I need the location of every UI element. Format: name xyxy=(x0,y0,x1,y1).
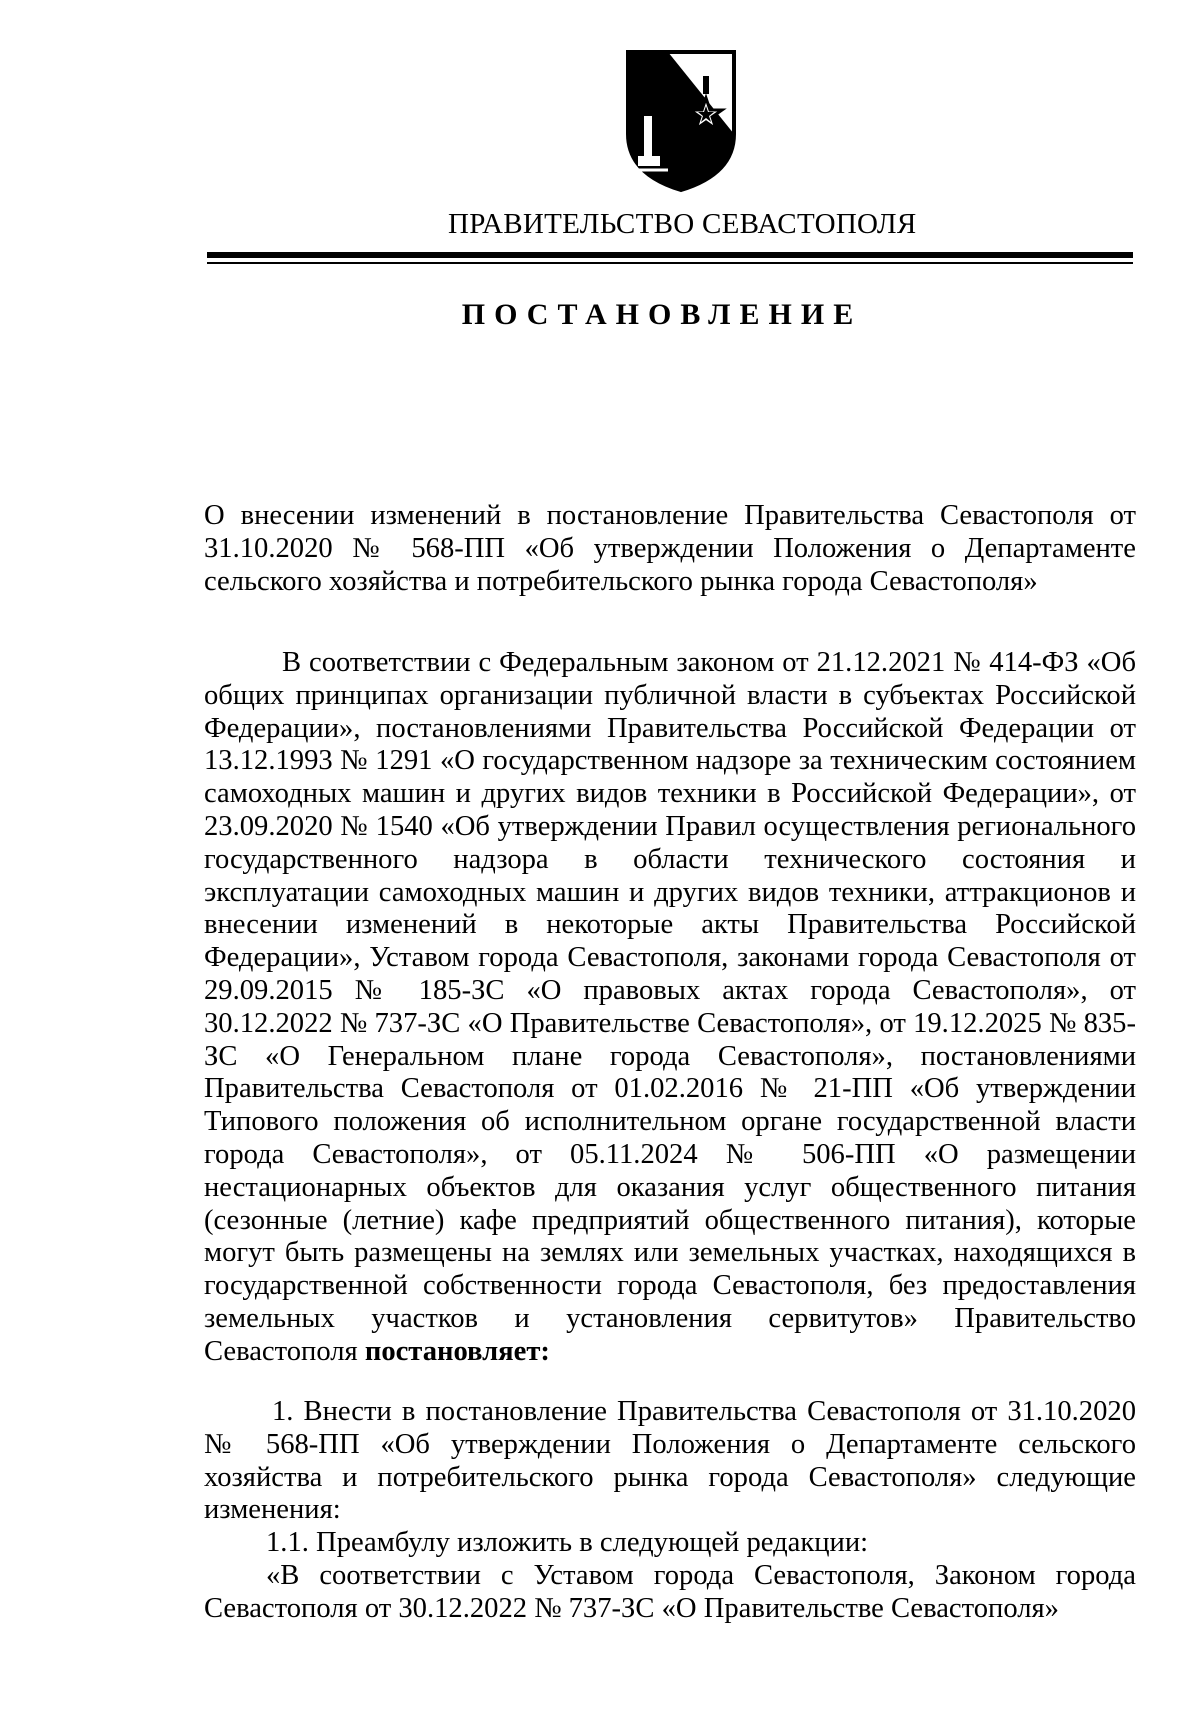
preamble-paragraph xyxy=(204,647,1136,1369)
preamble-text: В соответствии с Федеральным законом от 21.12.2021 № 414-ФЗ «Об общих принципах организации публичной власти в субъектах Российской Федерации», постановлениями Правительства Российской Федерации от 13.12.1993 № 1291 «О государственном надзоре за техническим состоянием самоходных машин и других видов техники в Российской Федерации», от 23.09.2020 № 1540 «Об утверждении Правил осуществления регионального государственного надзора в области технического состояния и эксплуатации самоходных машин и других видов техники, аттракционов и внесении изменений в некоторые акты Правительства Российской Федерации», Уставом города Севастополя, законами города Севастополя от 29.09.2015 № 185-ЗС «О правовых актах города Севастополя», от 30.12.2022 № 737-ЗС «О Правительстве Севастополя», от 19.12.2025 № 835-ЗС «О Генеральном плане города Севастополя», постановлениями Правительства Севастополя от 01.02.2016 № 21-ПП «Об утверждении Типового положения об исполнительном органе государственной власти города Севастополя», от 05.11.2024 № 506-ПП «О размещении нестационарных объектов для оказания услуг общественного питания (сезонные (летние) кафе предприятий общественного питания), которые могут быть размещены на землях или земельных участках, находящихся в государственной собственности города Севастополя, без предоставления земельных участков и установления сервитутов» Правительство Севастополя xyxy=(204,647,1136,1367)
document-type-heading: ПОСТАНОВЛЕНИЕ xyxy=(461,298,863,331)
document-title-block xyxy=(204,500,1136,598)
point-1-1: 1.1. Преамбулу изложить в следующей редакции: xyxy=(266,1527,869,1559)
document-title: О внесении изменений в постановление Правительства Севастополя от 31.10.2020 № 568-ПП «Об утверждении Положения о Департаменте сельского хозяйства и потребительского рынка города Севастополя» xyxy=(204,500,1136,597)
points-block xyxy=(204,1396,1136,1626)
header-divider-thin xyxy=(207,262,1133,264)
point-1-1-quote: «В соответствии с Уставом города Севастополя, Законом города Севастополя от 30.12.2022 № 737-ЗС «О Правительстве Севастополя» xyxy=(204,1559,1136,1624)
preamble-block xyxy=(204,647,1136,1369)
resolves-word: постановляет: xyxy=(364,1335,550,1367)
organization-name: ПРАВИТЕЛЬСТВО СЕВАСТОПОЛЯ xyxy=(448,208,917,240)
point-1: 1. Внести в постановление Правительства Севастополя от 31.10.2020 № 568-ПП «Об утверждении Положения о Департаменте сельского хозяйства и потребительского рынка города Севастополя» следующие изменения: xyxy=(204,1396,1136,1526)
header-divider-thick xyxy=(207,252,1133,258)
sevastopol-coat-of-arms-icon xyxy=(622,46,740,194)
